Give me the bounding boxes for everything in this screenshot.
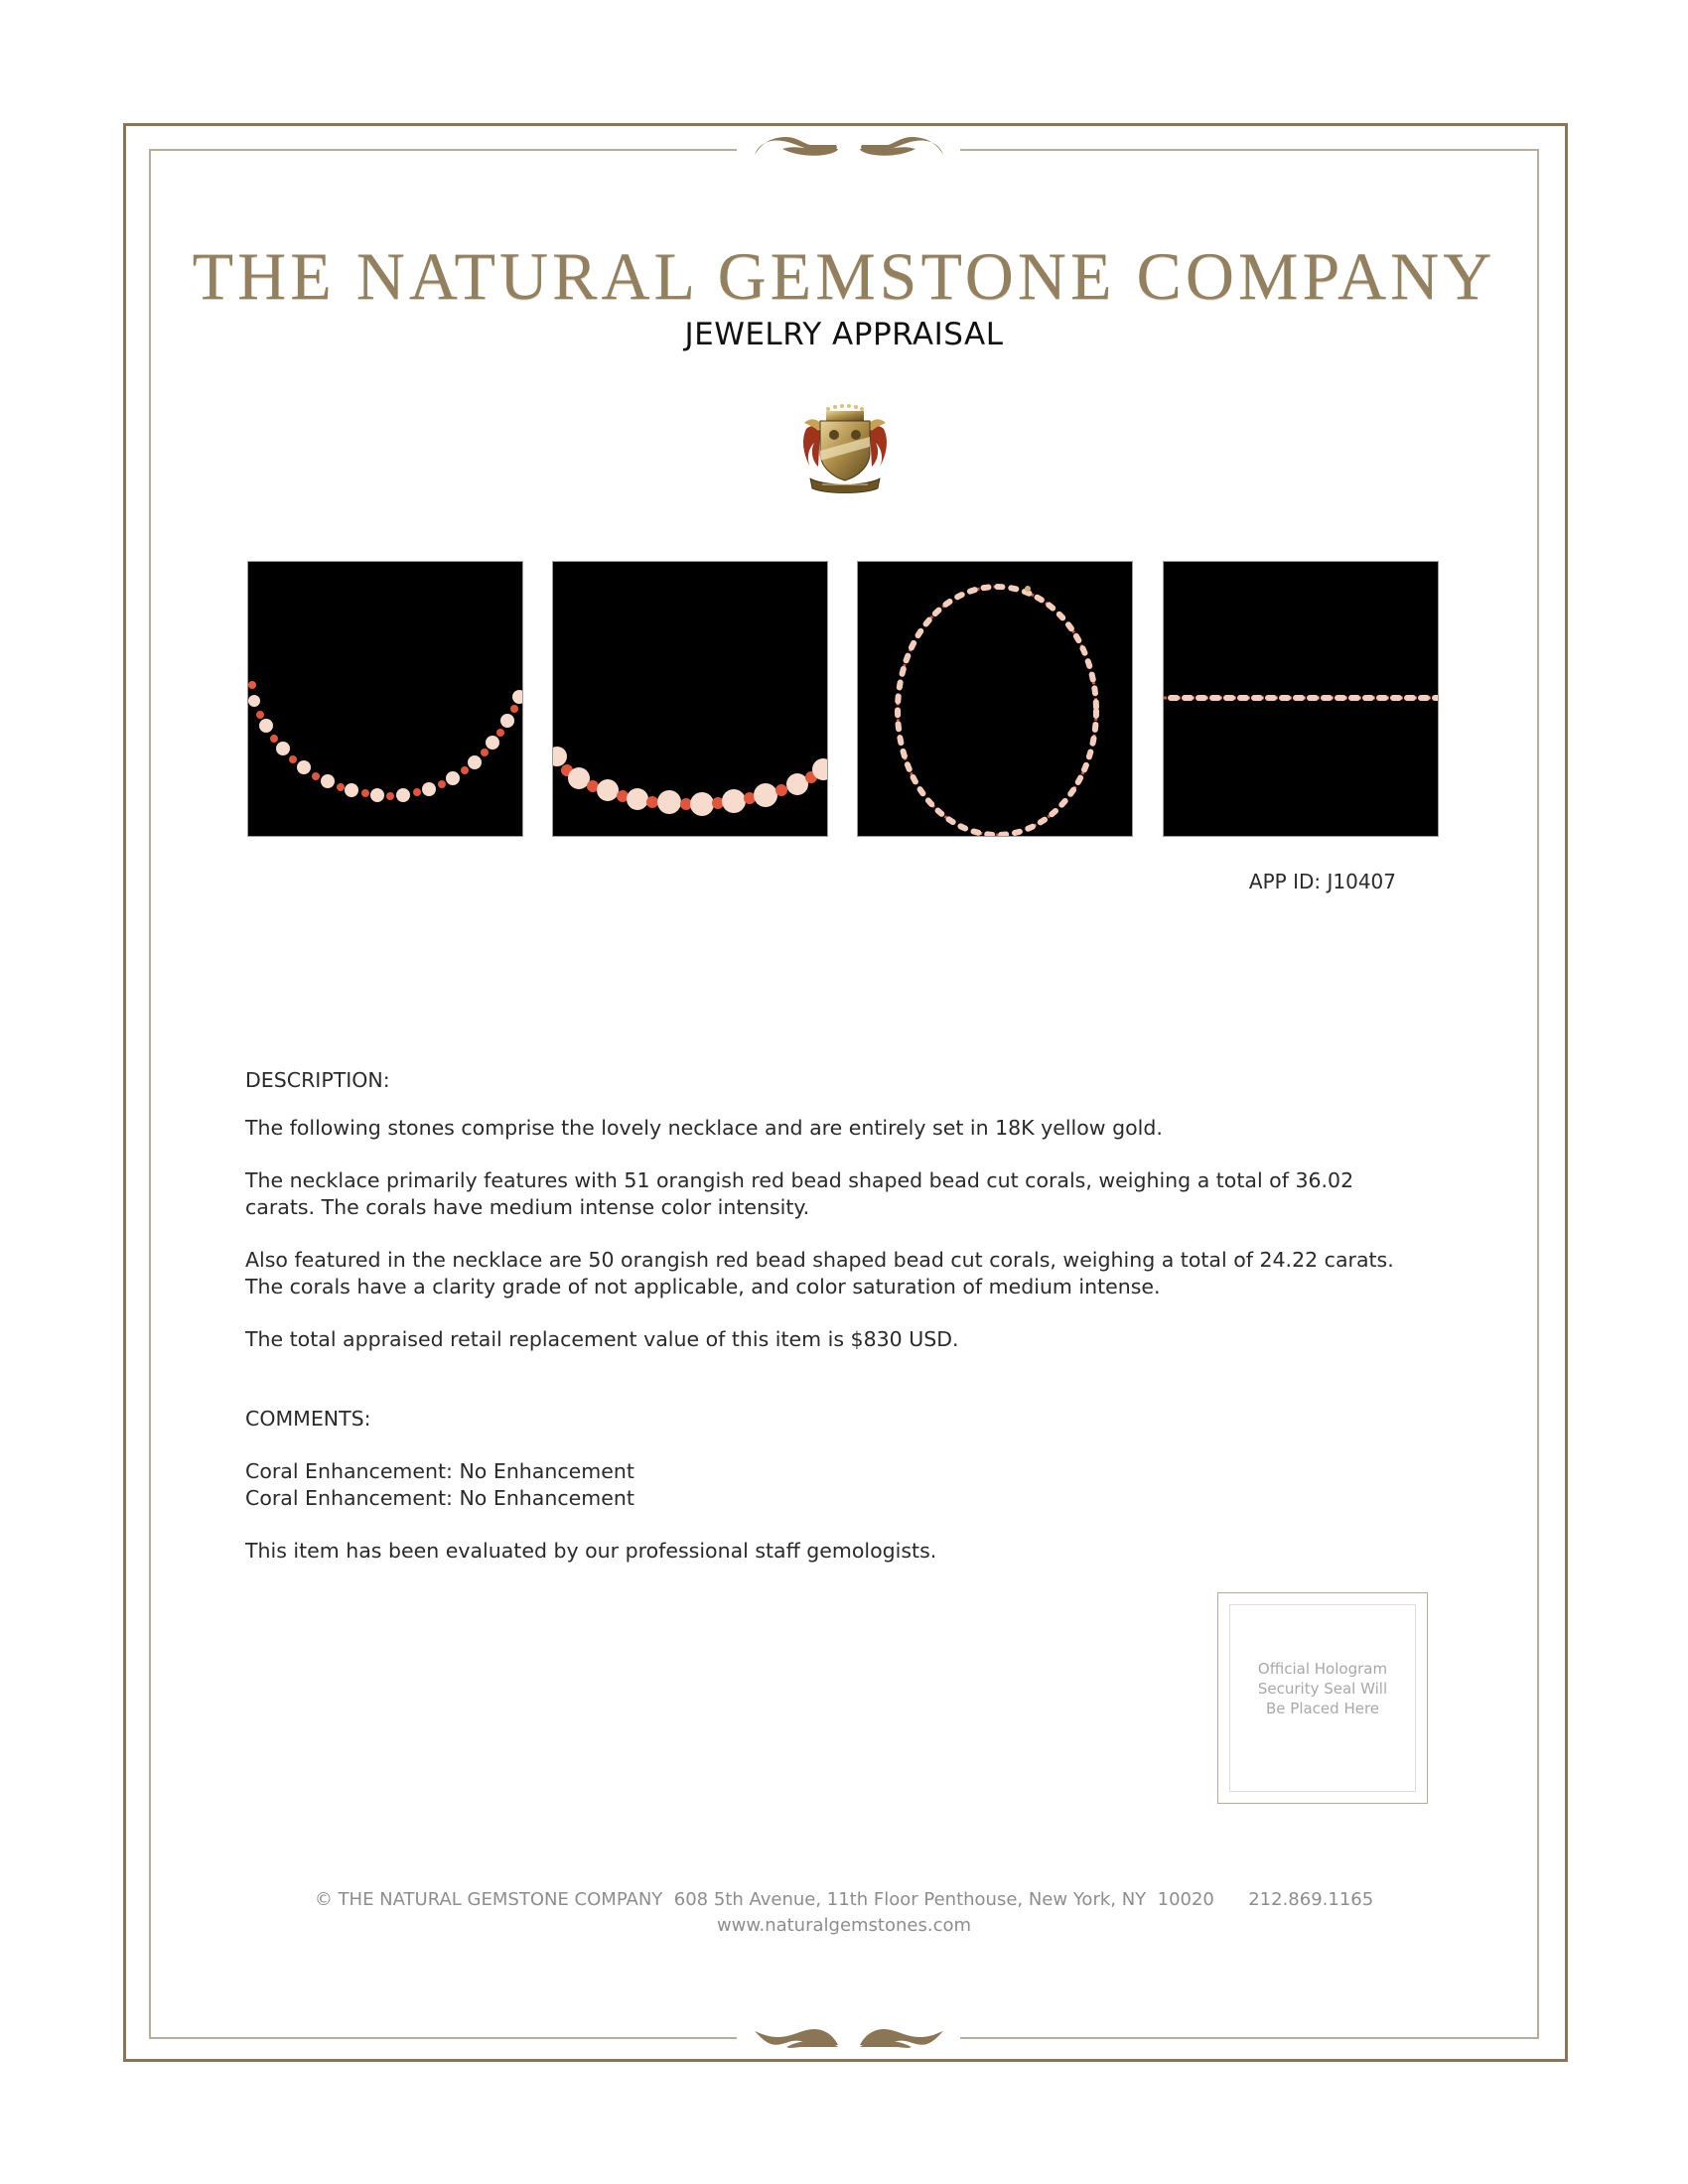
comments-heading: COMMENTS:	[245, 1407, 371, 1431]
footer-address: © THE NATURAL GEMSTONE COMPANY 608 5th Avenue, 11th Floor Penthouse, New York, NY 10020 212.869.1165	[314, 1889, 1374, 1910]
necklace-photo-2	[552, 561, 828, 837]
inner-frame-right	[1537, 149, 1539, 2039]
inner-frame-top-left	[149, 149, 737, 151]
description-paragraph-2	[245, 1167, 1457, 1221]
inner-frame-left	[149, 149, 151, 2039]
necklace-photo-4	[1163, 561, 1439, 837]
seal-text-line: Official Hologram	[1257, 1660, 1388, 1678]
comments-list	[245, 1458, 1457, 1512]
description-line: The following stones comprise the lovely necklace and are entirely set in 18K yellow gold.	[245, 1116, 1163, 1140]
necklace-photo-3	[857, 561, 1133, 837]
description-paragraph-3	[245, 1247, 1457, 1300]
comment-line: Coral Enhancement: No Enhancement	[245, 1486, 634, 1510]
comment-line: Coral Enhancement: No Enhancement	[245, 1459, 634, 1483]
footer-website-link[interactable]: www.naturalgemstones.com	[716, 1915, 972, 1936]
necklace-curve-image	[248, 562, 523, 837]
document-type-subtitle: JEWELRY APPRAISAL	[684, 317, 1004, 352]
seal-text-line: Be Placed Here	[1265, 1700, 1380, 1717]
description-line: The corals have a clarity grade of not applicable, and color saturation of medium intense.	[245, 1275, 1161, 1298]
inner-frame-bottom-right	[960, 2037, 1539, 2039]
bottom-flourish-ornament-icon	[753, 2027, 945, 2051]
necklace-bead-detail-image	[553, 562, 828, 837]
necklace-photo-1	[247, 561, 523, 837]
description-line: The necklace primarily features with 51 orangish red bead shaped bead cut corals, weighing a total of 36.02	[245, 1168, 1354, 1192]
description-line: Also featured in the necklace are 50 orangish red bead shaped bead cut corals, weighing a total of 24.22 carats.	[245, 1248, 1394, 1272]
description-heading: DESCRIPTION:	[245, 1068, 390, 1092]
necklace-full-circle-image	[858, 562, 1133, 837]
company-name-title: THE NATURAL GEMSTONE COMPANY	[192, 238, 1496, 314]
description-line: carats. The corals have medium intense color intensity.	[245, 1195, 810, 1219]
inner-frame-bottom-left	[149, 2037, 737, 2039]
seal-text-line: Security Seal Will	[1257, 1680, 1388, 1698]
top-flourish-ornament-icon	[753, 133, 945, 159]
hologram-seal-placeholder	[1217, 1592, 1428, 1804]
necklace-straight-strand-image	[1164, 562, 1439, 837]
heraldic-crest-icon	[800, 401, 890, 494]
description-line: The total appraised retail replacement value of this item is $830 USD.	[245, 1327, 959, 1351]
appraisal-id: APP ID: J10407	[1248, 870, 1396, 893]
hologram-seal-text	[1218, 1659, 1427, 1718]
description-paragraph-1	[245, 1115, 1457, 1142]
evaluation-statement: This item has been evaluated by our professional staff gemologists.	[245, 1539, 937, 1563]
appraised-value-statement	[245, 1326, 1457, 1353]
inner-frame-top-right	[960, 149, 1539, 151]
